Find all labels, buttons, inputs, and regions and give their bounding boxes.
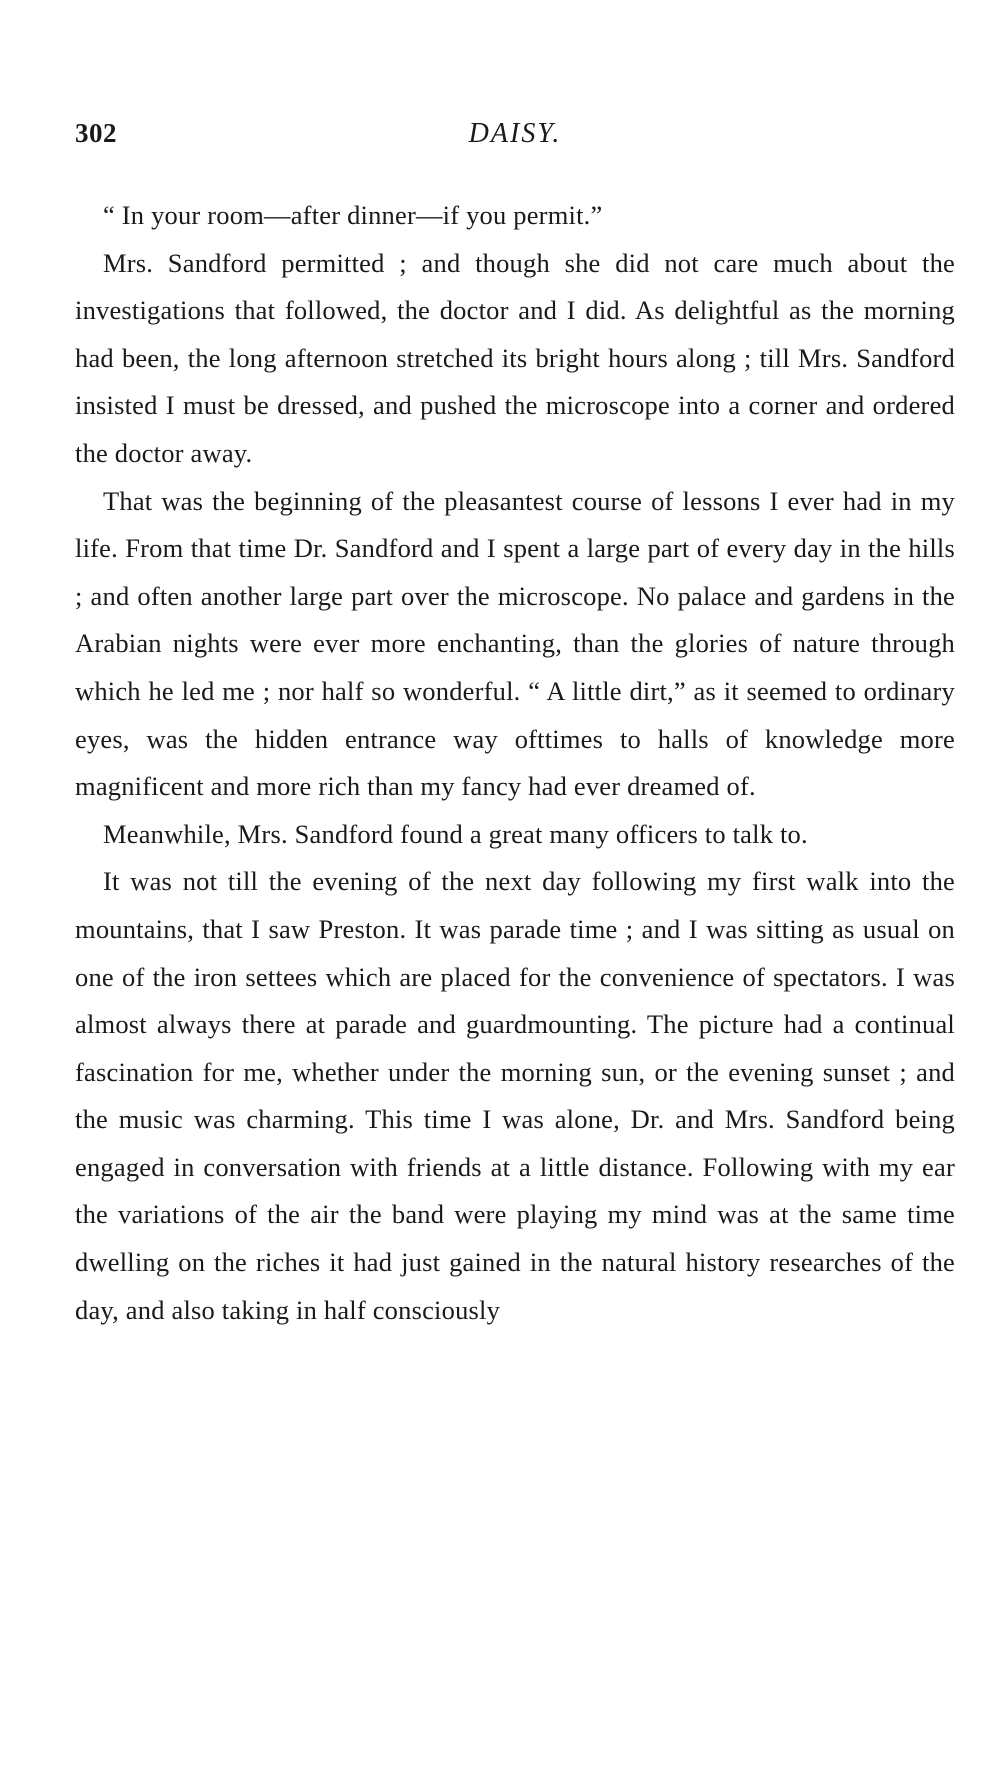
running-title: DAISY. bbox=[468, 118, 562, 149]
running-head bbox=[75, 118, 955, 158]
paragraph-1: “ In your room—after dinner—if you permit.” bbox=[103, 200, 603, 230]
page-number: 302 bbox=[75, 118, 117, 148]
paragraph-3: That was the beginning of the pleasantest course of lessons I ever had in my life. From that time Dr. Sandford and I spent a large part of every day in the hills ; and often another large part over the microscope. No palace and gardens in the Arabian nights were ever more enchanting, than the glories of nature through which he led me ; nor half so wonderful. “ A little dirt,” as it seemed to ordinary eyes, was the hidden entrance way ofttimes to halls of knowledge more magnificent and more rich than my fancy had ever dreamed of. bbox=[75, 485, 955, 802]
paragraph-5: It was not till the evening of the next day following my first walk into the mountains, that I saw Preston. It was parade time ; and I was sitting as usual on one of the iron settees which are placed for the convenience of spectators. I was almost always there at parade and guardmounting. The picture had a continual fascination for me, whether under the morning sun, or the evening sunset ; and the music was charming. This time I was alone, Dr. and Mrs. Sandford being engaged in conversation with friends at a little distance. Following with my ear the variations of the air the band were playing my mind was at the same time dwelling on the riches it had just gained in the natural history researches of the day, and also taking in half consciously bbox=[75, 866, 955, 1325]
body-text bbox=[75, 192, 955, 1334]
paragraph-2: Mrs. Sandford permitted ; and though she did not care much about the investigations that followed, the doctor and I did. As delightful as the morning had been, the long afternoon stretched its bright hours along ; till Mrs. Sandford insisted I must be dressed, and pushed the microscope into a corner and ordered the doctor away. bbox=[75, 247, 955, 468]
paragraph-4: Meanwhile, Mrs. Sandford found a great many officers to talk to. bbox=[103, 818, 808, 849]
